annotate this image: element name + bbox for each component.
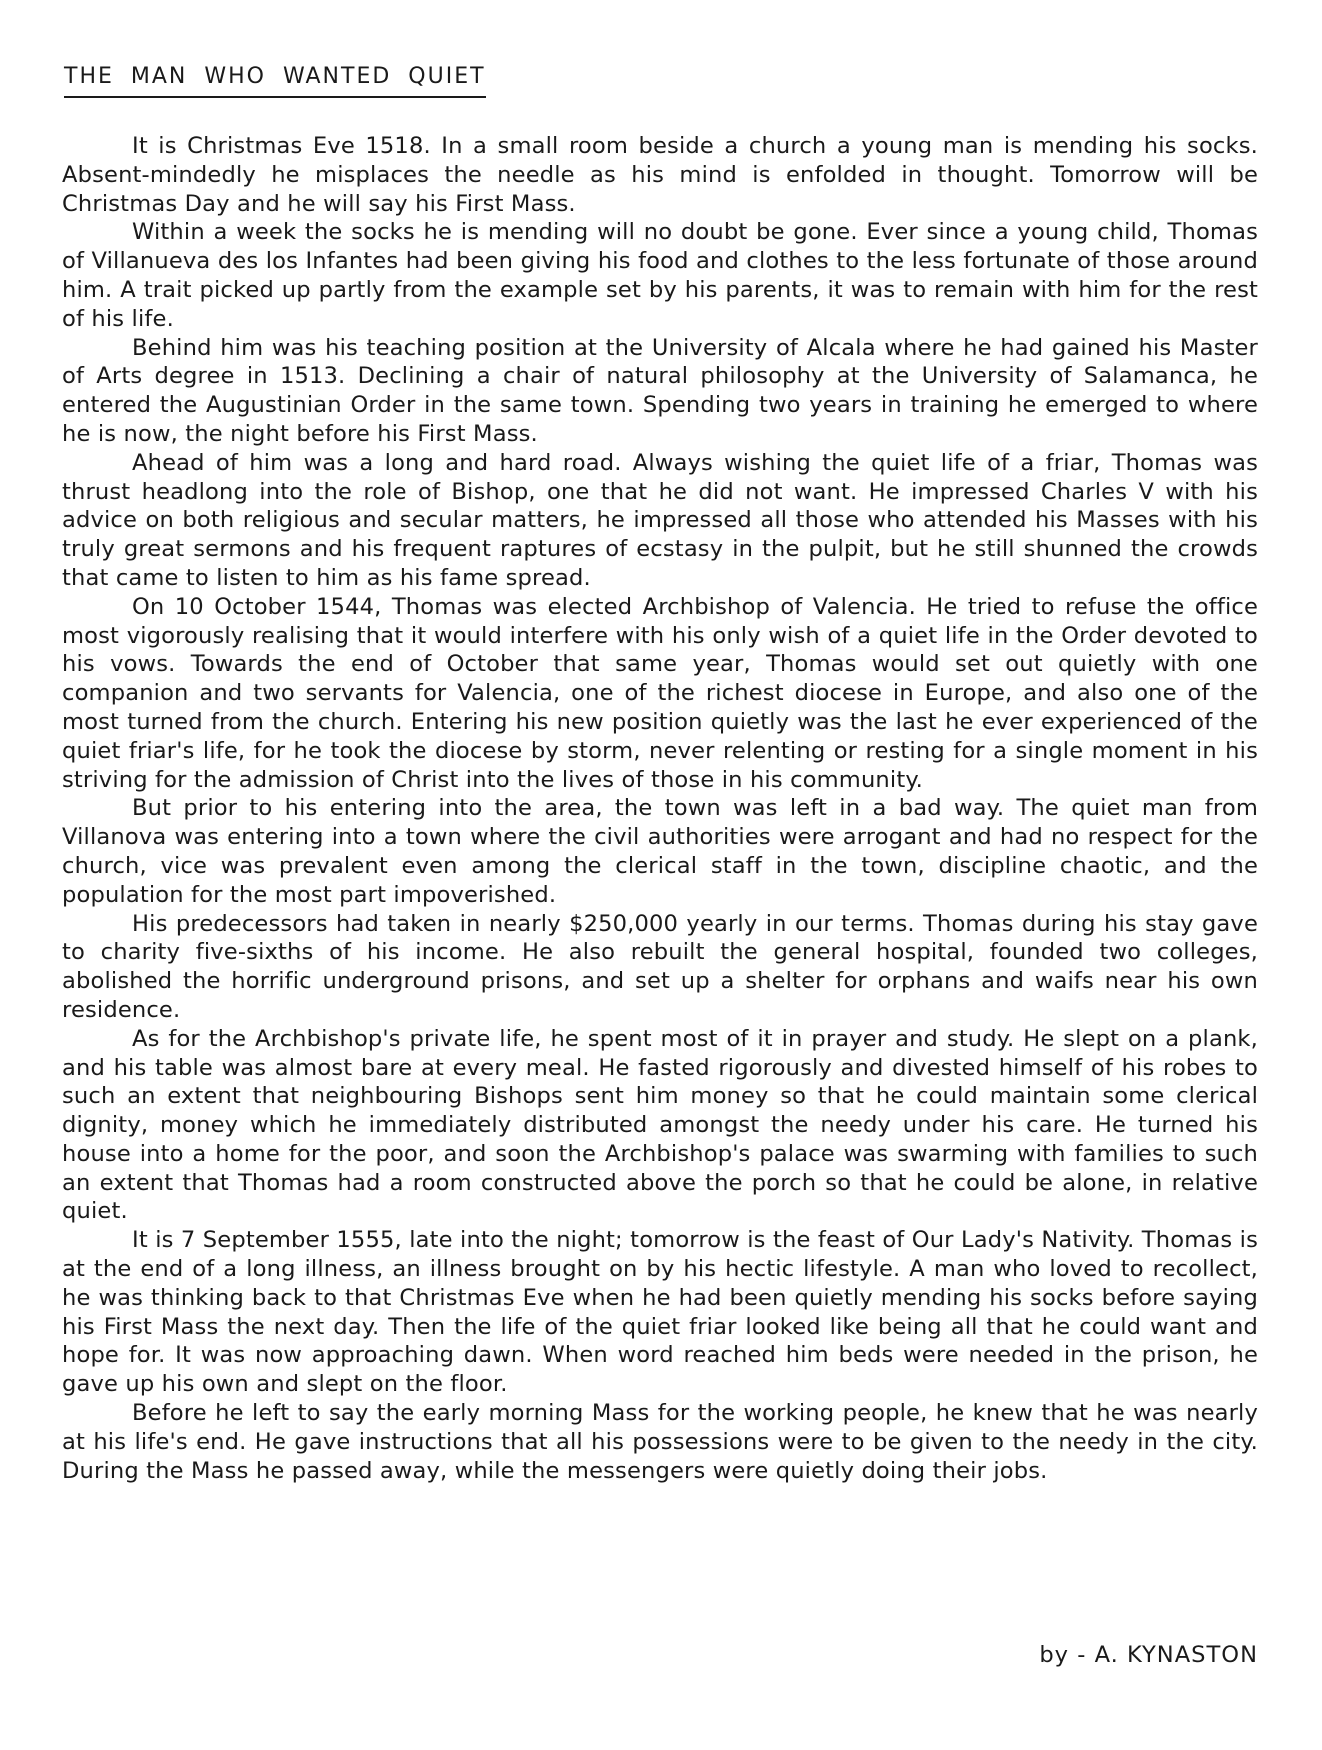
paragraph-8: As for the Archbishop's private life, he spent most of it in prayer and study. He slept on a plank, and his table was almost bare at every meal. He fasted rigorously and divested himself of his robes to such an extent that neighbouring Bishops sent him money so that he could maintain some clerical dignity, money which he immediately distributed amongst the needy under his care. He turned his house into a home for the poor, and soon the Archbishop's palace was swarming with families to such an extent that Thomas had a room constructed above the porch so that he could be alone, in relative quiet. (62, 1025, 1258, 1225)
paragraph-4: Ahead of him was a long and hard road. Always wishing the quiet life of a friar, Thomas was thrust headlong into the role of Bishop, one that he did not want. He impressed Charles V with his advice on both religious and secular matters, he impressed all those who attended his Masses with his truly great sermons and his frequent raptures of ecstasy in the pulpit, but he still shunned the crowds that came to listen to him as his fame spread. (62, 449, 1258, 591)
article-body (62, 132, 1258, 1485)
paragraph-5: On 10 October 1544, Thomas was elected Archbishop of Valencia. He tried to refuse the office most vigorously realising that it would interfere with his only wish of a quiet life in the Order devoted to his vows. Towards the end of October that same year, Thomas would set out quietly with one companion and two servants for Valencia, one of the richest diocese in Europe, and also one of the most turned from the church. Entering his new position quietly was the last he ever experienced of the quiet friar's life, for he took the diocese by storm, never relenting or resting for a single moment in his striving for the admission of Christ into the lives of those in his community. (62, 593, 1258, 793)
author-byline: by - A. KYNASTON (1039, 1642, 1258, 1668)
document-title: THE MAN WHO WANTED QUIET (64, 64, 486, 98)
paragraph-10: Before he left to say the early morning Mass for the working people, he knew that he was nearly at his life's end. He gave instructions that all his possessions were to be given to the needy in the city. During the Mass he passed away, while the messengers were quietly doing their jobs. (62, 1400, 1258, 1484)
paragraph-1: It is Christmas Eve 1518. In a small room beside a church a young man is mending his socks. Absent-mindedly he misplaces the needle as his mind is enfolded in thought. Tomorrow will be Christmas Day and he will say his First Mass. (62, 133, 1258, 217)
paragraph-3: Behind him was his teaching position at the University of Alcala where he had gained his Master of Arts degree in 1513. Declining a chair of natural philosophy at the University of Salamanca, he entered the Augustinian Order in the same town. Spending two years in training he emerged to where he is now, the night before his First Mass. (62, 334, 1258, 447)
paragraph-7: His predecessors had taken in nearly $250,000 yearly in our terms. Thomas during his stay gave to charity five-sixths of his income. He also rebuilt the general hospital, founded two colleges, abolished the horrific underground prisons, and set up a shelter for orphans and waifs near his own residence. (62, 910, 1258, 1023)
paragraph-9: It is 7 September 1555, late into the night; tomorrow is the feast of Our Lady's Nativity. Thomas is at the end of a long illness, an illness brought on by his hectic lifestyle. A man who loved to recollect, he was thinking back to that Christmas Eve when he had been quietly mending his socks before saying his First Mass the next day. Then the life of the quiet friar looked like being all that he could want and hope for. It was now approaching dawn. When word reached him beds were needed in the prison, he gave up his own and slept on the floor. (62, 1227, 1258, 1398)
paragraph-2: Within a week the socks he is mending will no doubt be gone. Ever since a young child, Thomas of Villanueva des los Infantes had been giving his food and clothes to the less fortunate of those around him. A trait picked up partly from the example set by his parents, it was to remain with him for the rest of his life. (62, 219, 1258, 332)
paragraph-6: But prior to his entering into the area, the town was left in a bad way. The quiet man from Villanova was entering into a town where the civil authorities were arrogant and had no respect for the church, vice was prevalent even among the clerical staff in the town, discipline chaotic, and the population for the most part impoverished. (62, 795, 1258, 908)
